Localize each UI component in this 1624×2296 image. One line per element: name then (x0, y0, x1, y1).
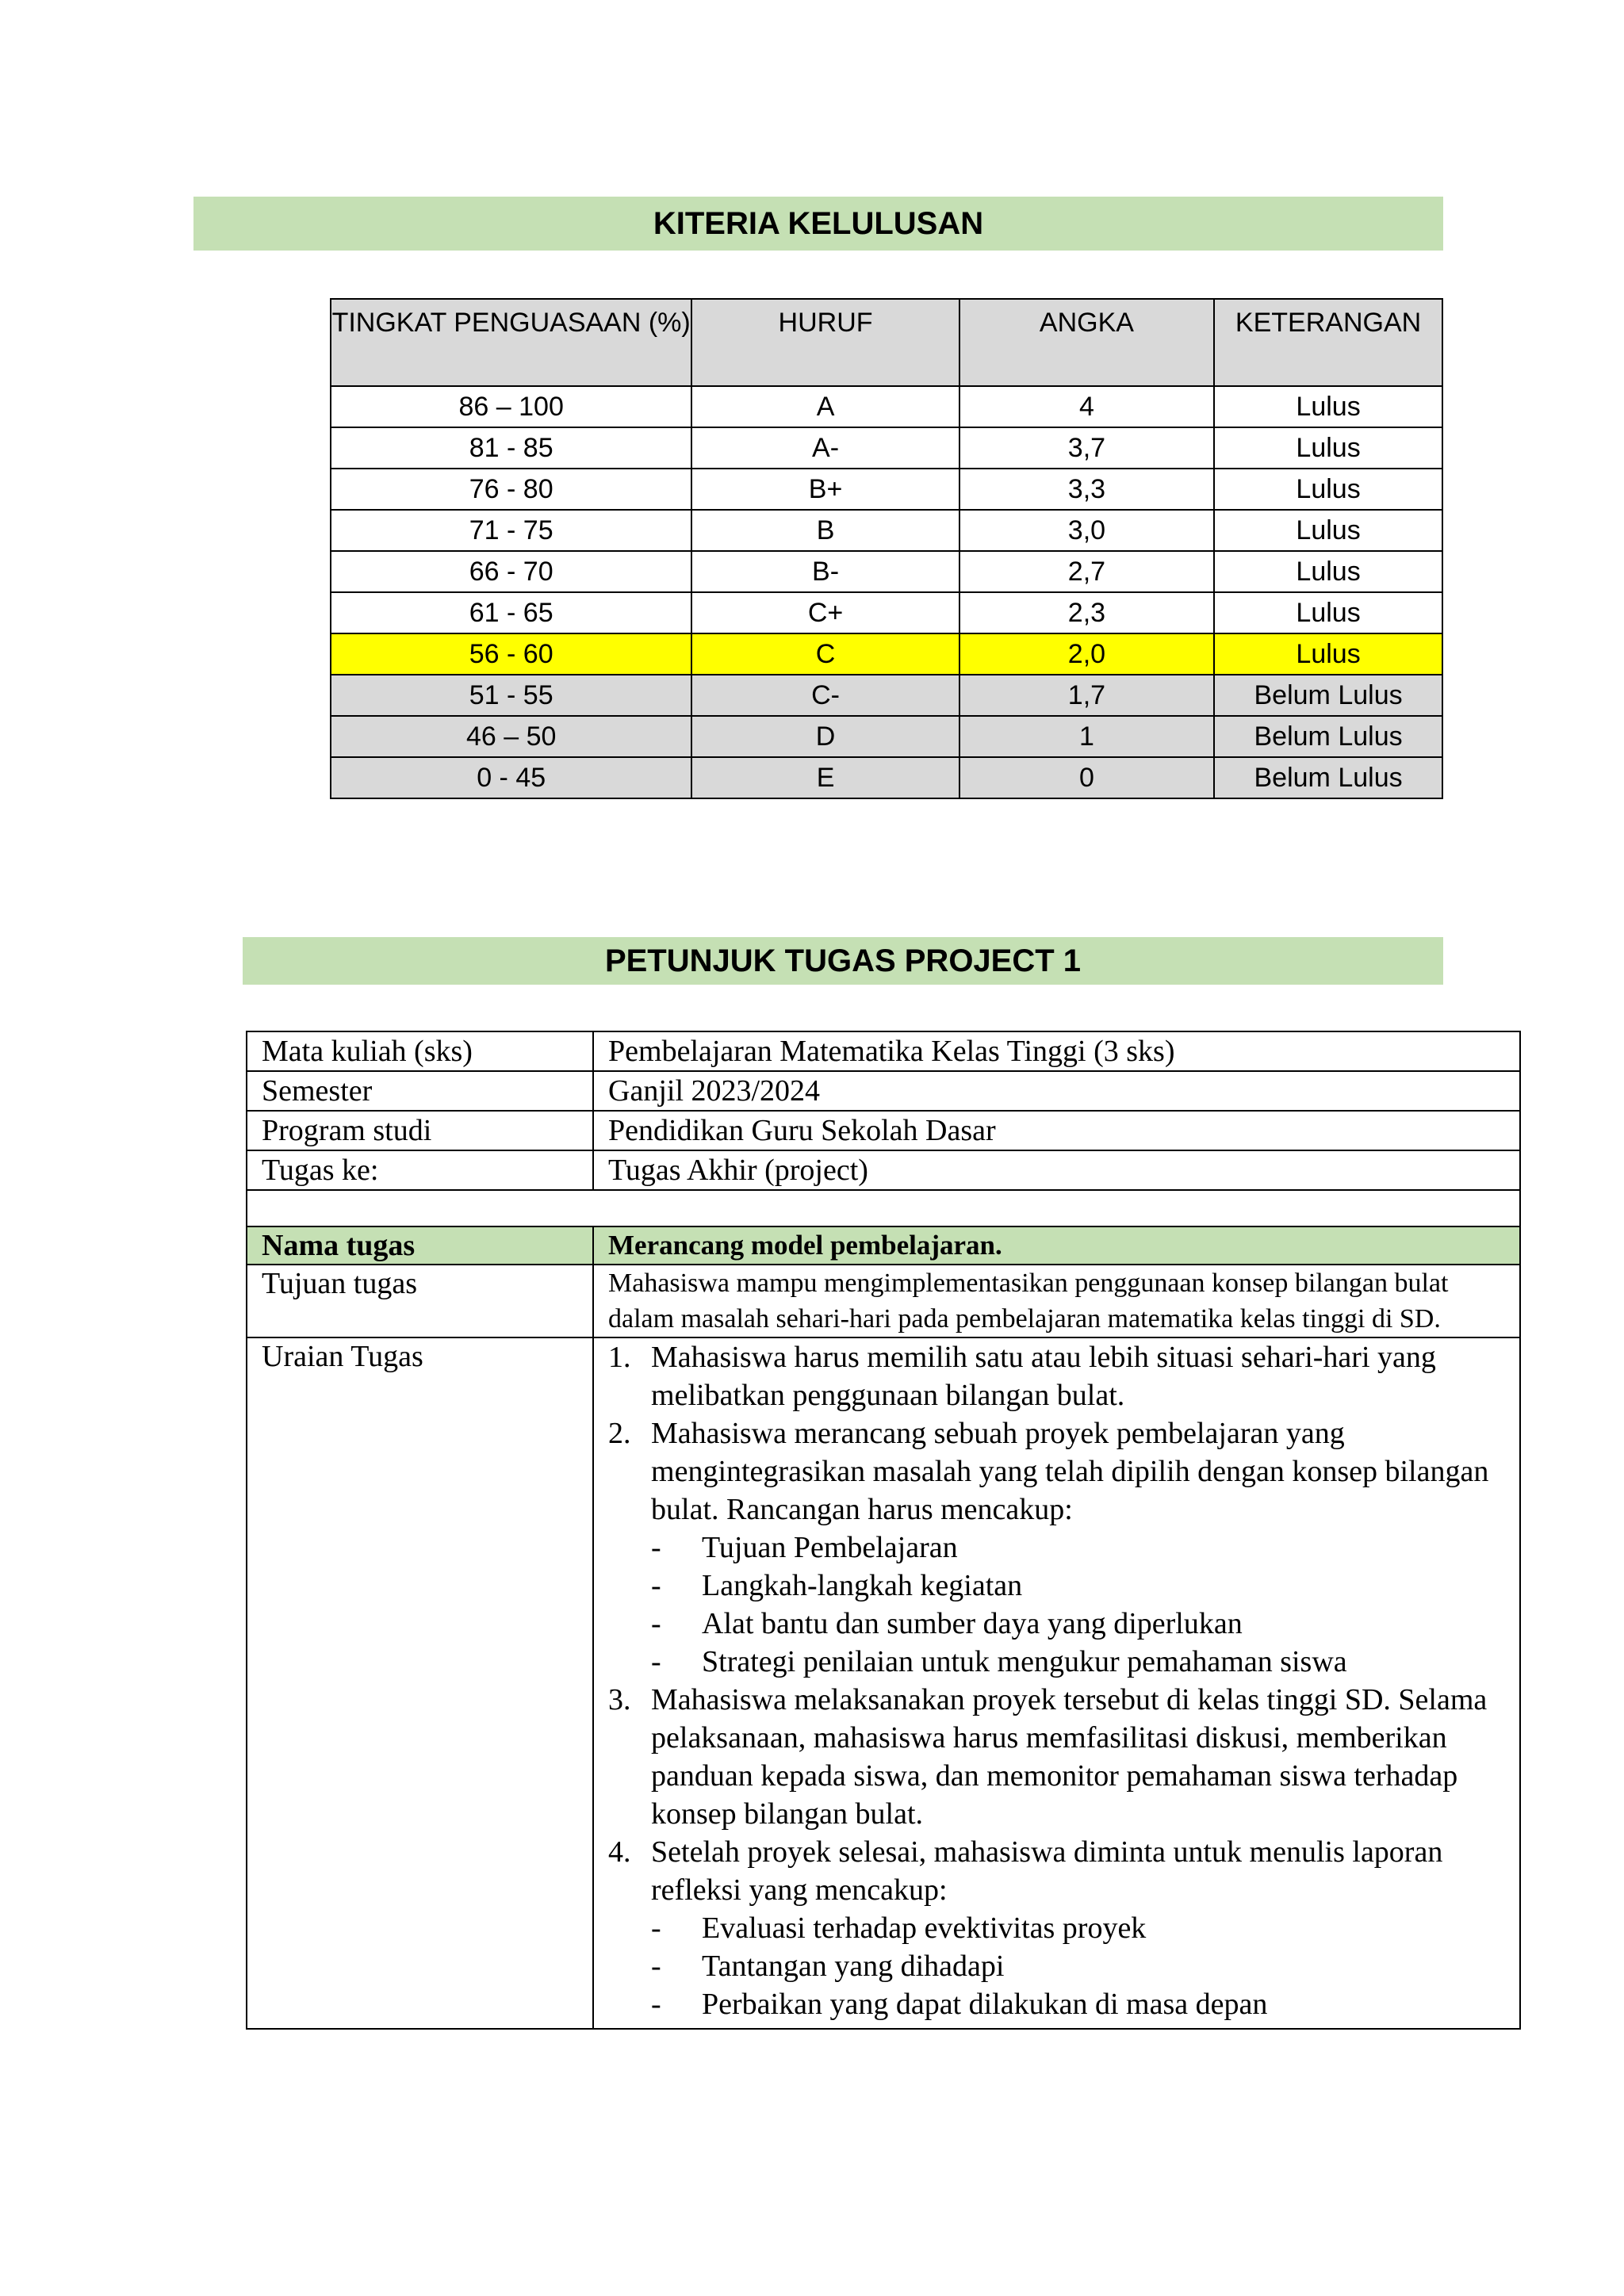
nama-tugas-label: Nama tugas (247, 1226, 593, 1265)
table-cell: Belum Lulus (1214, 716, 1442, 757)
step-number: 2. (608, 1417, 631, 1450)
table-row (331, 551, 1442, 592)
table-cell: A (691, 386, 959, 427)
task-step (608, 1338, 1505, 1414)
step-text: Setelah proyek selesai, mahasiswa diminta untuk menulis laporan refleksi yang mencakup: (651, 1835, 1443, 1907)
step-sublist (651, 1909, 1505, 2023)
table-row (331, 469, 1442, 510)
table-row (331, 510, 1442, 551)
table-cell: 1,7 (959, 675, 1214, 716)
info-label: Mata kuliah (sks) (247, 1031, 593, 1071)
column-header: TINGKAT PENGUASAAN (%) (331, 299, 691, 386)
sub-item-text: Langkah-langkah kegiatan (702, 1569, 1023, 1602)
table-cell: Belum Lulus (1214, 675, 1442, 716)
table-cell: Belum Lulus (1214, 757, 1442, 798)
table-cell: 66 - 70 (331, 551, 691, 592)
table-cell: 3,7 (959, 427, 1214, 469)
spacer-row (247, 1190, 1520, 1226)
info-row (247, 1150, 1520, 1190)
table-cell: 86 – 100 (331, 386, 691, 427)
sub-item-text: Evaluasi terhadap evektivitas proyek (702, 1911, 1147, 1945)
column-header: HURUF (691, 299, 959, 386)
sub-item (651, 1947, 1505, 1985)
task-step (608, 1833, 1505, 2023)
spacer-cell (247, 1190, 1520, 1226)
step-text: Mahasiswa harus memilih satu atau lebih situasi sehari-hari yang melibatkan penggunaan bilangan bulat. (651, 1341, 1436, 1412)
info-label: Tugas ke: (247, 1150, 593, 1190)
sub-item-text: Tantangan yang dihadapi (702, 1950, 1005, 1983)
dash-bullet: - (651, 1988, 661, 2021)
table-cell: C+ (691, 592, 959, 633)
petunjuk-tugas-title: PETUNJUK TUGAS PROJECT 1 (243, 937, 1443, 985)
sub-item-text: Alat bantu dan sumber daya yang diperlukan (702, 1607, 1243, 1640)
table-cell: E (691, 757, 959, 798)
table-row (331, 592, 1442, 633)
kriteria-kelulusan-title: KITERIA KELULUSAN (193, 197, 1443, 251)
dash-bullet: - (651, 1950, 661, 1983)
info-value: Pembelajaran Matematika Kelas Tinggi (3 sks) (593, 1031, 1520, 1071)
info-value: Pendidikan Guru Sekolah Dasar (593, 1111, 1520, 1150)
info-label: Program studi (247, 1111, 593, 1150)
table-row (331, 386, 1442, 427)
sub-item (651, 1909, 1505, 1947)
project-info-table (246, 1031, 1521, 2030)
uraian-tugas-label: Uraian Tugas (247, 1337, 593, 2029)
table-cell: C (691, 633, 959, 675)
table-row (331, 675, 1442, 716)
table-cell: 4 (959, 386, 1214, 427)
sub-item (651, 1985, 1505, 2023)
nama-tugas-row (247, 1226, 1520, 1265)
table-cell: 2,3 (959, 592, 1214, 633)
info-value: Ganjil 2023/2024 (593, 1071, 1520, 1111)
info-label: Semester (247, 1071, 593, 1111)
task-steps-list (608, 1338, 1505, 2023)
tujuan-tugas-row (247, 1265, 1520, 1337)
task-step (608, 1414, 1505, 1681)
sub-item (651, 1567, 1505, 1605)
table-cell: 2,7 (959, 551, 1214, 592)
step-text: Mahasiswa melaksanakan proyek tersebut di kelas tinggi SD. Selama pelaksanaan, mahasiswa harus memfasilitasi diskusi, memberikan panduan kepada siswa, dan memonitor pemahaman siswa terhadap konsep bilangan bulat. (651, 1683, 1488, 1831)
step-sublist (651, 1529, 1505, 1681)
dash-bullet: - (651, 1911, 661, 1945)
sub-item (651, 1529, 1505, 1567)
table-row (331, 716, 1442, 757)
grade-criteria-table (330, 298, 1443, 799)
dash-bullet: - (651, 1531, 661, 1564)
table-cell: 56 - 60 (331, 633, 691, 675)
step-number: 4. (608, 1835, 631, 1869)
table-cell: 0 (959, 757, 1214, 798)
table-cell: Lulus (1214, 551, 1442, 592)
info-row (247, 1071, 1520, 1111)
info-row (247, 1111, 1520, 1150)
dash-bullet: - (651, 1645, 661, 1678)
table-cell: B+ (691, 469, 959, 510)
column-header: ANGKA (959, 299, 1214, 386)
step-number: 3. (608, 1683, 631, 1716)
tujuan-tugas-value: Mahasiswa mampu mengimplementasikan penggunaan konsep bilangan bulat dalam masalah sehari-hari pada pembelajaran matematika kelas tinggi di SD. (593, 1265, 1520, 1337)
table-cell: Lulus (1214, 592, 1442, 633)
table-cell: 61 - 65 (331, 592, 691, 633)
table-cell: Lulus (1214, 633, 1442, 675)
table-cell: Lulus (1214, 469, 1442, 510)
table-header-row (331, 299, 1442, 386)
table-cell: 1 (959, 716, 1214, 757)
table-row (331, 633, 1442, 675)
table-cell: Lulus (1214, 510, 1442, 551)
table-cell: D (691, 716, 959, 757)
table-cell: B (691, 510, 959, 551)
table-cell: 81 - 85 (331, 427, 691, 469)
column-header: KETERANGAN (1214, 299, 1442, 386)
table-cell: 3,0 (959, 510, 1214, 551)
table-cell: Lulus (1214, 386, 1442, 427)
table-cell: Lulus (1214, 427, 1442, 469)
table-cell: 51 - 55 (331, 675, 691, 716)
step-text: Mahasiswa merancang sebuah proyek pembelajaran yang mengintegrasikan masalah yang telah dipilih dengan konsep bilangan bulat. Rancangan harus mencakup: (651, 1417, 1489, 1526)
sub-item-text: Strategi penilaian untuk mengukur pemahaman siswa (702, 1645, 1347, 1678)
sub-item-text: Perbaikan yang dapat dilakukan di masa depan (702, 1988, 1268, 2021)
table-cell: 3,3 (959, 469, 1214, 510)
uraian-tugas-value (593, 1337, 1520, 2029)
sub-item (651, 1605, 1505, 1643)
uraian-tugas-row (247, 1337, 1520, 2029)
info-row (247, 1031, 1520, 1071)
step-number: 1. (608, 1341, 631, 1374)
table-cell: 76 - 80 (331, 469, 691, 510)
tujuan-tugas-label: Tujuan tugas (247, 1265, 593, 1337)
dash-bullet: - (651, 1569, 661, 1602)
table-cell: A- (691, 427, 959, 469)
table-cell: 0 - 45 (331, 757, 691, 798)
table-row (331, 757, 1442, 798)
info-value: Tugas Akhir (project) (593, 1150, 1520, 1190)
table-cell: 71 - 75 (331, 510, 691, 551)
task-step (608, 1681, 1505, 1833)
table-cell: 46 – 50 (331, 716, 691, 757)
table-cell: C- (691, 675, 959, 716)
table-cell: B- (691, 551, 959, 592)
sub-item (651, 1643, 1505, 1681)
nama-tugas-value: Merancang model pembelajaran. (593, 1226, 1520, 1265)
sub-item-text: Tujuan Pembelajaran (702, 1531, 958, 1564)
dash-bullet: - (651, 1607, 661, 1640)
table-row (331, 427, 1442, 469)
table-cell: 2,0 (959, 633, 1214, 675)
